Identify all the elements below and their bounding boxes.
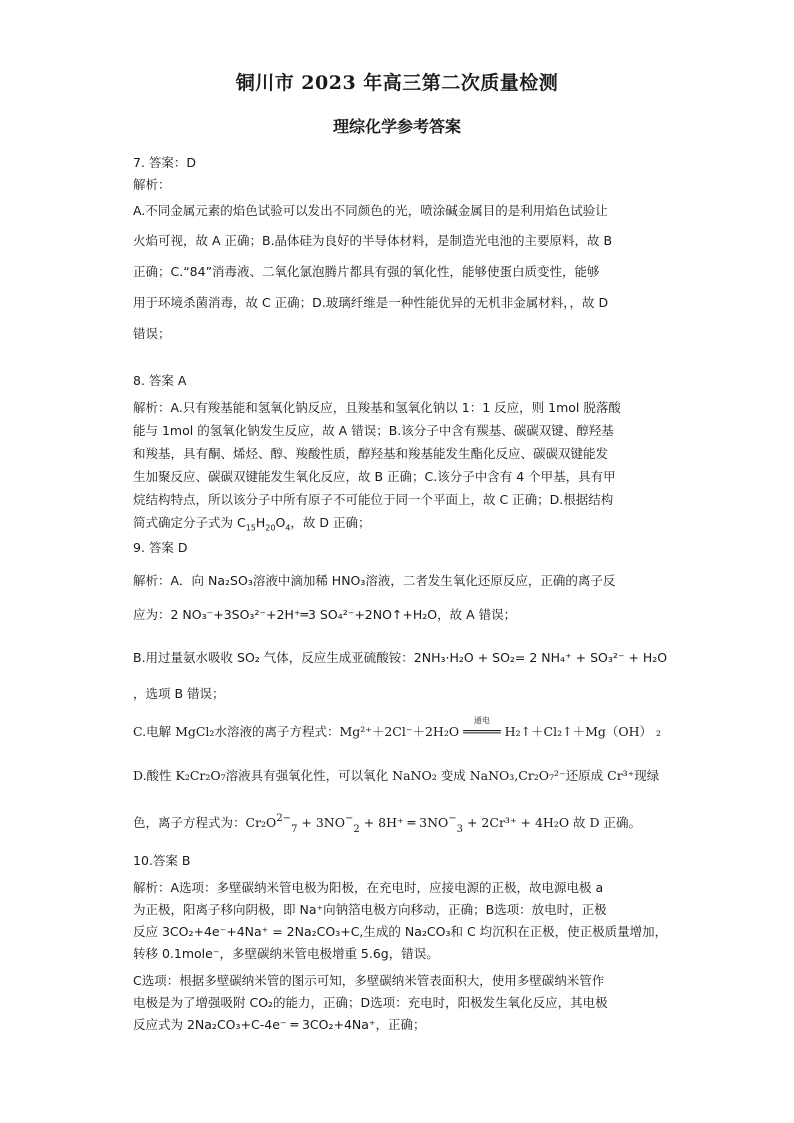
q10-line: C选项：根据多壁碳纳米管的图示可知，多壁碳纳米管表面积大，使用多壁碳纳米管作 [133, 973, 605, 988]
q9-c-line: C.电解 MgCl₂水溶液的离子方程式：Mg²⁺＋2Cl⁻＋2H₂O 通电 ═════ H₂↑＋Cl₂↑＋Mg（OH） ₂ [133, 716, 662, 739]
q10-line: 电极是为了增强吸附 CO₂的能力，正确；D选项：充电时，阳极发生氧化反应，其电极 [133, 995, 608, 1010]
q8-line: 生加聚反应、碳碳双键能发生氧化反应，故 B 正确；C.该分子中含有 4 个甲基，具有甲 [133, 469, 616, 484]
q7-line: A.不同金属元素的焰色试验可以发出不同颜色的光，喷涂碱金属目的是利用焰色试验让 [133, 203, 608, 218]
q8-answer: 8. 答案 A [133, 373, 187, 388]
q8-line-formula: 简式确定分子式为 $C_{15}H_{20}O_4$，故 D 正确； [133, 515, 371, 533]
q7-jiexi: 解析： [133, 177, 171, 192]
q9-a-line: 应为：2 NO₃⁻+3SO₃²⁻+2H⁺═3 SO₄²⁻+2NO↑+H₂O，故 A 错误； [133, 607, 517, 622]
q10-line: 反应 3CO₂+4e⁻+4Na⁺ = 2Na₂CO₃+C,生成的 Na₂CO₃和 C 均沉积在正极，使正极质量增加， [133, 924, 668, 939]
electrolysis-arrow: 通电 ═════ [463, 716, 501, 739]
q8-line: 烷结构特点，所以该分子中所有原子不可能位于同一个平面上，故 C 正确；D.根据结构 [133, 492, 614, 507]
q9-d-line-formula: 色，离子方程式为：$Cr_2O^{2-}_7 + 3NO^-_2 + 8H^+$ ═ $3NO^-_3 + 2Cr^{3+} + 4H_2O$ 故 D 正确。 [133, 813, 642, 835]
q8-line: 和羧基，具有酮、烯烃、醇、羧酸性质，醇羟基和羧基能发生酯化反应、碳碳双键能发 [133, 446, 609, 461]
q10-line: 解析：A选项：多壁碳纳米管电极为阳极，在充电时，应接电源的正极，故电源电极 a [133, 880, 604, 895]
q7-answer: 7. 答案：D [133, 155, 197, 170]
q9-answer: 9. 答案 D [133, 540, 188, 555]
q10-answer: 10.答案 B [133, 853, 191, 868]
q10-line: 为正极，阳离子移向阴极，即 Na⁺向钠箔电极方向移动，正确；B选项：放电时，正极 [133, 902, 607, 917]
q7-line: 火焰可视，故 A 正确；B.晶体硅为良好的半导体材料，是制造光电池的主要原料，故 B [133, 233, 613, 248]
page-title: 铜川市 2023 年高三第二次质量检测 [235, 72, 559, 94]
q8-line: 能与 1mol 的氢氧化钠发生反应，故 A 错误；B.该分子中含有羰基、碳碳双键、醇羟基 [133, 423, 614, 438]
q7-line: 正确；C.“84”消毒液、二氧化氯泡腾片都具有强的氧化性，能够使蛋白质变性，能够 [133, 264, 600, 279]
q10-line: 反应式为 2Na₂CO₃+C-4e⁻ ═ 3CO₂+4Na⁺，正确； [133, 1017, 426, 1032]
q7-line: 用于环境杀菌消毒，故 C 正确；D.玻璃纤维是一种性能优异的无机非金属材料，，故 D [133, 295, 609, 310]
q7-line: 错误； [133, 326, 171, 341]
page-subtitle: 理综化学参考答案 [332, 117, 461, 136]
q9-b-line: B.用过量氨水吸收 SO₂ 气体，反应生成亚硫酸铵：2NH₃·H₂O + SO₂= 2 NH₄⁺ + SO₃²⁻ + H₂O [133, 650, 668, 665]
q9-b-line: ，选项 B 错误； [133, 686, 225, 701]
q9-d-line: D.酸性 K₂Cr₂O₇溶液具有强氧化性，可以氧化 NaNO₂ 变成 NaNO₃,Cr₂O₇²⁻还原成 Cr³⁺现绿 [133, 768, 660, 783]
q10-line: 转移 0.1mole⁻，多壁碳纳米管电极增重 5.6g，错误。 [133, 946, 439, 961]
q9-a-line: 解析：A．向 Na₂SO₃溶液中滴加稀 HNO₃溶液，二者发生氧化还原反应，正确的离子反 [133, 573, 616, 588]
q8-line: 解析：A.只有羧基能和氢氧化钠反应，且羧基和氢氧化钠以 1：1 反应，则 1mol 脱落酸 [133, 400, 621, 415]
